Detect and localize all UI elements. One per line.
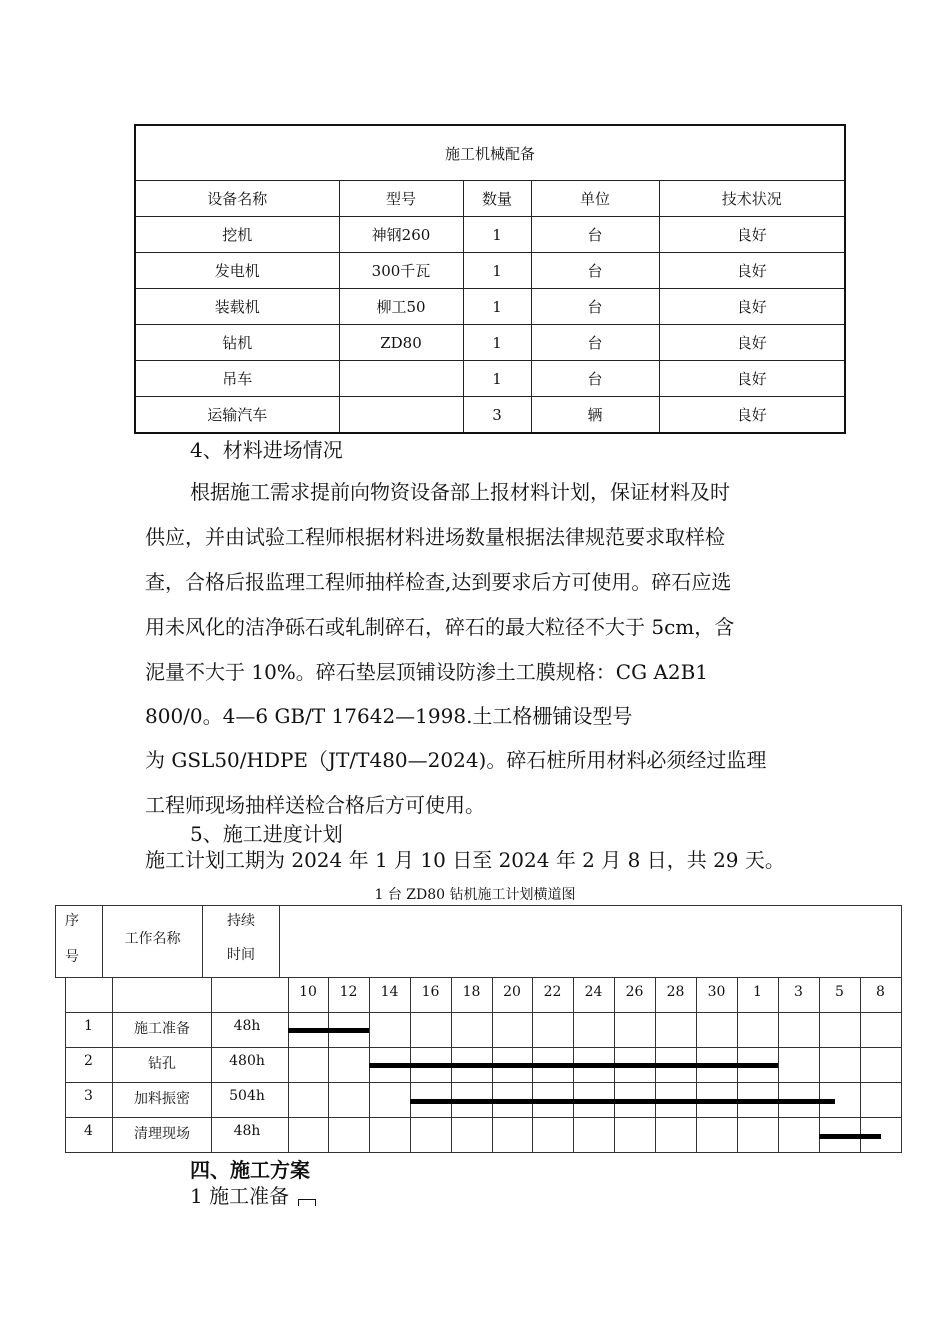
timeline-tick-label: 12 (339, 984, 358, 1000)
timeline-column-line (860, 978, 861, 1153)
task-duration: 48h (233, 1018, 261, 1034)
cell: 辆 (531, 397, 659, 434)
cell: 台 (531, 217, 659, 253)
header-qty: 数量 (463, 181, 531, 217)
paragraph-line: 为 GSL50/HDPE（JT/T480—2024)。碎石桩所用材料必须经过监理 (145, 748, 767, 772)
cell: 1 (463, 289, 531, 325)
section-5-heading: 5、施工进度计划 (190, 822, 343, 846)
header-dur-a: 持续 (227, 913, 255, 929)
cell: 1 (463, 217, 531, 253)
cell: 1 (463, 361, 531, 397)
cell: 发电机 (135, 253, 339, 289)
header-name: 设备名称 (135, 181, 339, 217)
timeline-tick-label: 16 (421, 984, 440, 1000)
cell: 运输汽车 (135, 397, 339, 434)
cell: 良好 (659, 361, 845, 397)
cell: 柳工50 (339, 289, 463, 325)
gantt-bar (369, 1063, 778, 1068)
table-row (135, 325, 845, 361)
cell: 吊车 (135, 361, 339, 397)
cell: 挖机 (135, 217, 339, 253)
task-seq: 4 (84, 1123, 93, 1139)
grid-line (65, 1047, 901, 1048)
task-name: 清理现场 (134, 1126, 190, 1142)
cell: ZD80 (339, 325, 463, 361)
table-row (135, 253, 845, 289)
grid-line (901, 978, 902, 1153)
header-seq-a: 序 (65, 913, 79, 929)
cell: 良好 (659, 397, 845, 434)
table-row (135, 397, 845, 434)
header-dur-b: 时间 (227, 947, 255, 963)
gantt-title: 1 台 ZD80 钻机施工计划横道图 (374, 887, 576, 903)
grid-line (65, 1117, 901, 1118)
cell: 台 (531, 361, 659, 397)
grid-line (65, 1012, 901, 1013)
timeline-tick-label: 14 (380, 984, 399, 1000)
gantt-bar (819, 1134, 881, 1139)
task-seq: 3 (84, 1088, 93, 1104)
task-duration: 504h (229, 1088, 265, 1104)
paragraph-line: 用未风化的洁净砾石或轧制碎石，碎石的最大粒径不大于 5cm，含 (145, 615, 735, 639)
section-four-sub: 1 施工准备 (190, 1184, 290, 1208)
cell: 台 (531, 253, 659, 289)
grid-line (65, 1152, 901, 1153)
header-seq-b: 号 (65, 949, 79, 965)
task-duration: 48h (233, 1123, 261, 1139)
cell: 台 (531, 325, 659, 361)
gantt-bar (288, 1028, 369, 1033)
timeline-tick-label: 8 (876, 984, 885, 1000)
timeline-tick-label: 28 (666, 984, 685, 1000)
gantt-bar (410, 1099, 835, 1104)
cell: 1 (463, 253, 531, 289)
table-row (135, 289, 845, 325)
paragraph-line: 800/0。4—6 GB/T 17642—1998.土工格栅铺设型号 (145, 704, 633, 728)
timeline-tick-label: 22 (543, 984, 562, 1000)
cell: 3 (463, 397, 531, 434)
cell: 300千瓦 (339, 253, 463, 289)
header-name: 工作名称 (124, 931, 181, 947)
cell: 装载机 (135, 289, 339, 325)
table-row (135, 361, 845, 397)
timeline-column-line (288, 978, 289, 1153)
section-4-heading: 4、材料进场情况 (190, 438, 343, 462)
header-timeline-cell (279, 905, 902, 978)
timeline-tick-label: 24 (584, 984, 603, 1000)
timeline-column-line (328, 978, 329, 1153)
timeline-tick-label: 3 (794, 984, 803, 1000)
paragraph-line: 根据施工需求提前向物资设备部上报材料计划，保证材料及时 (190, 480, 730, 504)
timeline-tick-label: 5 (835, 984, 844, 1000)
cell: 神钢260 (339, 217, 463, 253)
cell: 1 (463, 325, 531, 361)
equipment-table-title: 施工机械配备 (135, 125, 845, 181)
cursor-bracket-icon (298, 1199, 316, 1206)
timeline-tick-label: 1 (753, 984, 762, 1000)
timeline-tick-label: 30 (707, 984, 726, 1000)
cell (339, 397, 463, 434)
timeline-column-line (819, 978, 820, 1153)
table-row (135, 217, 845, 253)
paragraph-line: 供应，并由试验工程师根据材料进场数量根据法律规范要求取样检 (145, 525, 725, 549)
grid-line (65, 1082, 901, 1083)
cell: 台 (531, 289, 659, 325)
header-status: 技术状况 (659, 181, 845, 217)
task-seq: 1 (84, 1018, 93, 1034)
header-model: 型号 (339, 181, 463, 217)
cell: 良好 (659, 325, 845, 361)
cell: 良好 (659, 217, 845, 253)
task-name: 施工准备 (134, 1021, 190, 1037)
task-duration: 480h (229, 1053, 265, 1069)
equipment-table (134, 124, 846, 434)
timeline-tick-label: 20 (503, 984, 521, 1000)
header-unit: 单位 (531, 181, 659, 217)
paragraph-line: 工程师现场抽样送检合格后方可使用。 (145, 793, 485, 817)
timeline-tick-label: 18 (462, 984, 481, 1000)
cell: 钻机 (135, 325, 339, 361)
task-seq: 2 (84, 1053, 93, 1069)
timeline-column-line (778, 978, 779, 1153)
paragraph-line: 查，合格后报监理工程师抽样检查,达到要求后方可使用。碎石应选 (145, 570, 732, 594)
task-name: 加料振密 (134, 1091, 190, 1107)
cell (339, 361, 463, 397)
paragraph-line: 泥量不大于 10%。碎石垫层顶铺设防渗土工膜规格：CG A2B1 (145, 660, 709, 684)
section-four-heading: 四、施工方案 (190, 1158, 310, 1182)
schedule-summary: 施工计划工期为 2024 年 1 月 10 日至 2024 年 2 月 8 日，共 29 天。 (145, 848, 785, 872)
timeline-tick-label: 10 (299, 984, 317, 1000)
cell: 良好 (659, 289, 845, 325)
cell: 良好 (659, 253, 845, 289)
timeline-tick-label: 26 (625, 984, 644, 1000)
task-name: 钻孔 (148, 1056, 176, 1072)
